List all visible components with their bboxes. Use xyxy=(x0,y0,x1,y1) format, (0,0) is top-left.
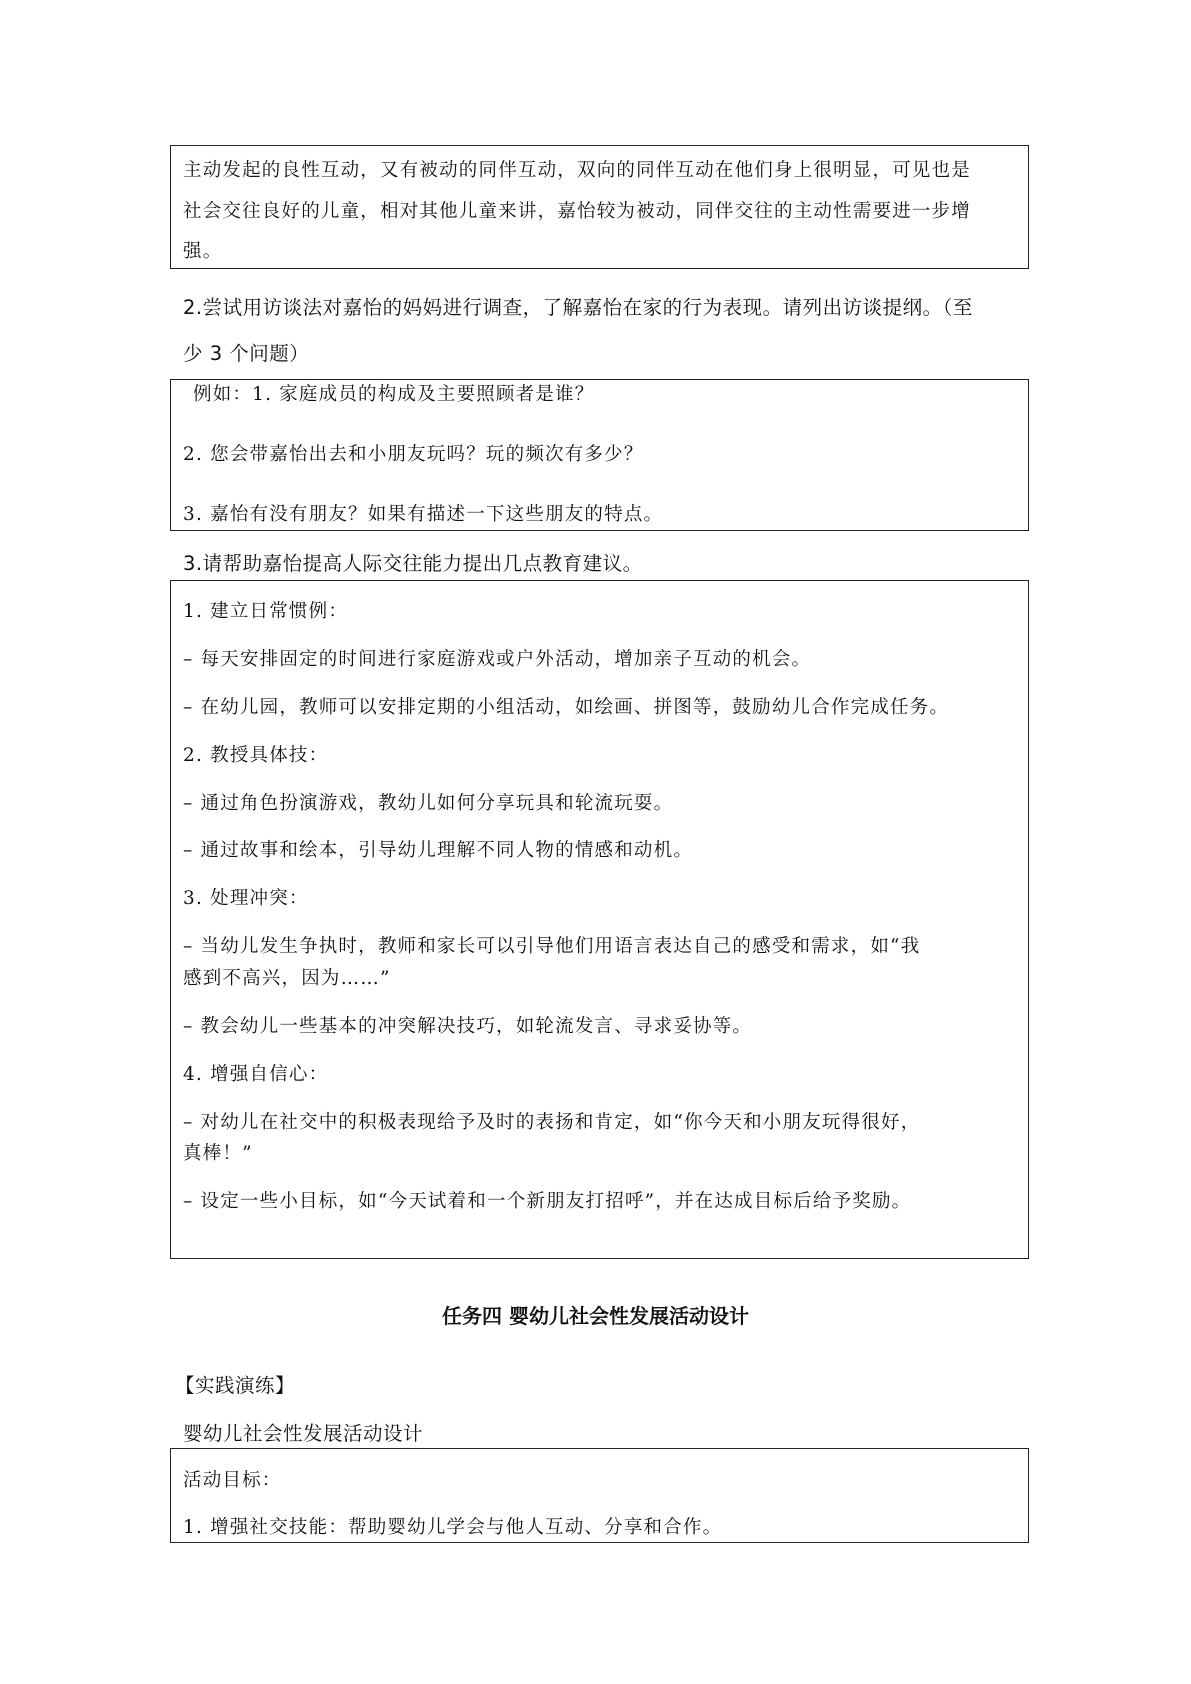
advice-line-12: – 对幼儿在社交中的积极表现给予及时的表扬和肯定，如“你今天和小朋友玩得很好， xyxy=(183,1112,921,1133)
interview-question-2: 2. 您会带嘉怡出去和小朋友玩吗？玩的频次有多少？ xyxy=(183,444,644,465)
advice-line-6: – 通过故事和绘本，引导幼儿理解不同人物的情感和动机。 xyxy=(183,840,694,861)
interview-question-3: 3. 嘉怡有没有朋友？如果有描述一下这些朋友的特点。 xyxy=(183,504,664,525)
advice-line-13: 真棒！” xyxy=(183,1143,253,1164)
activity-goal-1: 1. 增强社交技能：帮助婴幼儿学会与他人互动、分享和合作。 xyxy=(183,1517,723,1538)
question-2-line-2: 少 3 个问题） xyxy=(183,342,310,365)
advice-line-10: – 教会幼儿一些基本的冲突解决技巧，如轮流发言、寻求妥协等。 xyxy=(183,1016,753,1037)
advice-line-2: – 每天安排固定的时间进行家庭游戏或户外活动，增加亲子互动的机会。 xyxy=(183,649,812,670)
education-advice-box xyxy=(170,580,1029,1259)
advice-line-7: 3. 处理冲突： xyxy=(183,888,309,909)
activity-goals-label: 活动目标： xyxy=(183,1470,282,1491)
advice-line-5: – 通过角色扮演游戏，教幼儿如何分享玩具和轮流玩耍。 xyxy=(183,793,674,814)
advice-line-1: 1. 建立日常惯例： xyxy=(183,601,349,622)
advice-line-4: 2. 教授具体技： xyxy=(183,745,329,766)
interview-question-1: 例如：1. 家庭成员的构成及主要照顾者是谁？ xyxy=(193,384,595,405)
practice-heading: 【实践演练】 xyxy=(175,1374,296,1397)
advice-line-9: 感到不高兴，因为……” xyxy=(183,968,391,989)
advice-line-14: – 设定一些小目标，如“今天试着和一个新朋友打招呼”，并在达成目标后给予奖励。 xyxy=(183,1191,912,1212)
advice-line-8: – 当幼儿发生争执时，教师和家长可以引导他们用语言表达自己的感受和需求，如“我 xyxy=(183,936,921,957)
task-title: 任务四 婴幼儿社会性发展活动设计 xyxy=(442,1304,749,1328)
practice-subtitle: 婴幼儿社会性发展活动设计 xyxy=(183,1422,424,1445)
advice-line-11: 4. 增强自信心： xyxy=(183,1064,329,1085)
answer-box-1-line-3: 强。 xyxy=(183,241,223,262)
question-3: 3.请帮助嘉怡提高人际交往能力提出几点教育建议。 xyxy=(183,552,643,575)
answer-box-1-line-1: 主动发起的良性互动，又有被动的同伴互动，双向的同伴互动在他们身上很明显，可见也是 xyxy=(183,160,972,181)
question-2-line-1: 2.尝试用访谈法对嘉怡的妈妈进行调查，了解嘉怡在家的行为表现。请列出访谈提纲。（至 xyxy=(183,296,973,319)
answer-box-1-line-2: 社会交往良好的儿童，相对其他儿童来讲，嘉怡较为被动，同伴交往的主动性需要进一步增 xyxy=(183,201,972,222)
advice-line-3: – 在幼儿园，教师可以安排定期的小组活动，如绘画、拼图等，鼓励幼儿合作完成任务。 xyxy=(183,697,950,718)
